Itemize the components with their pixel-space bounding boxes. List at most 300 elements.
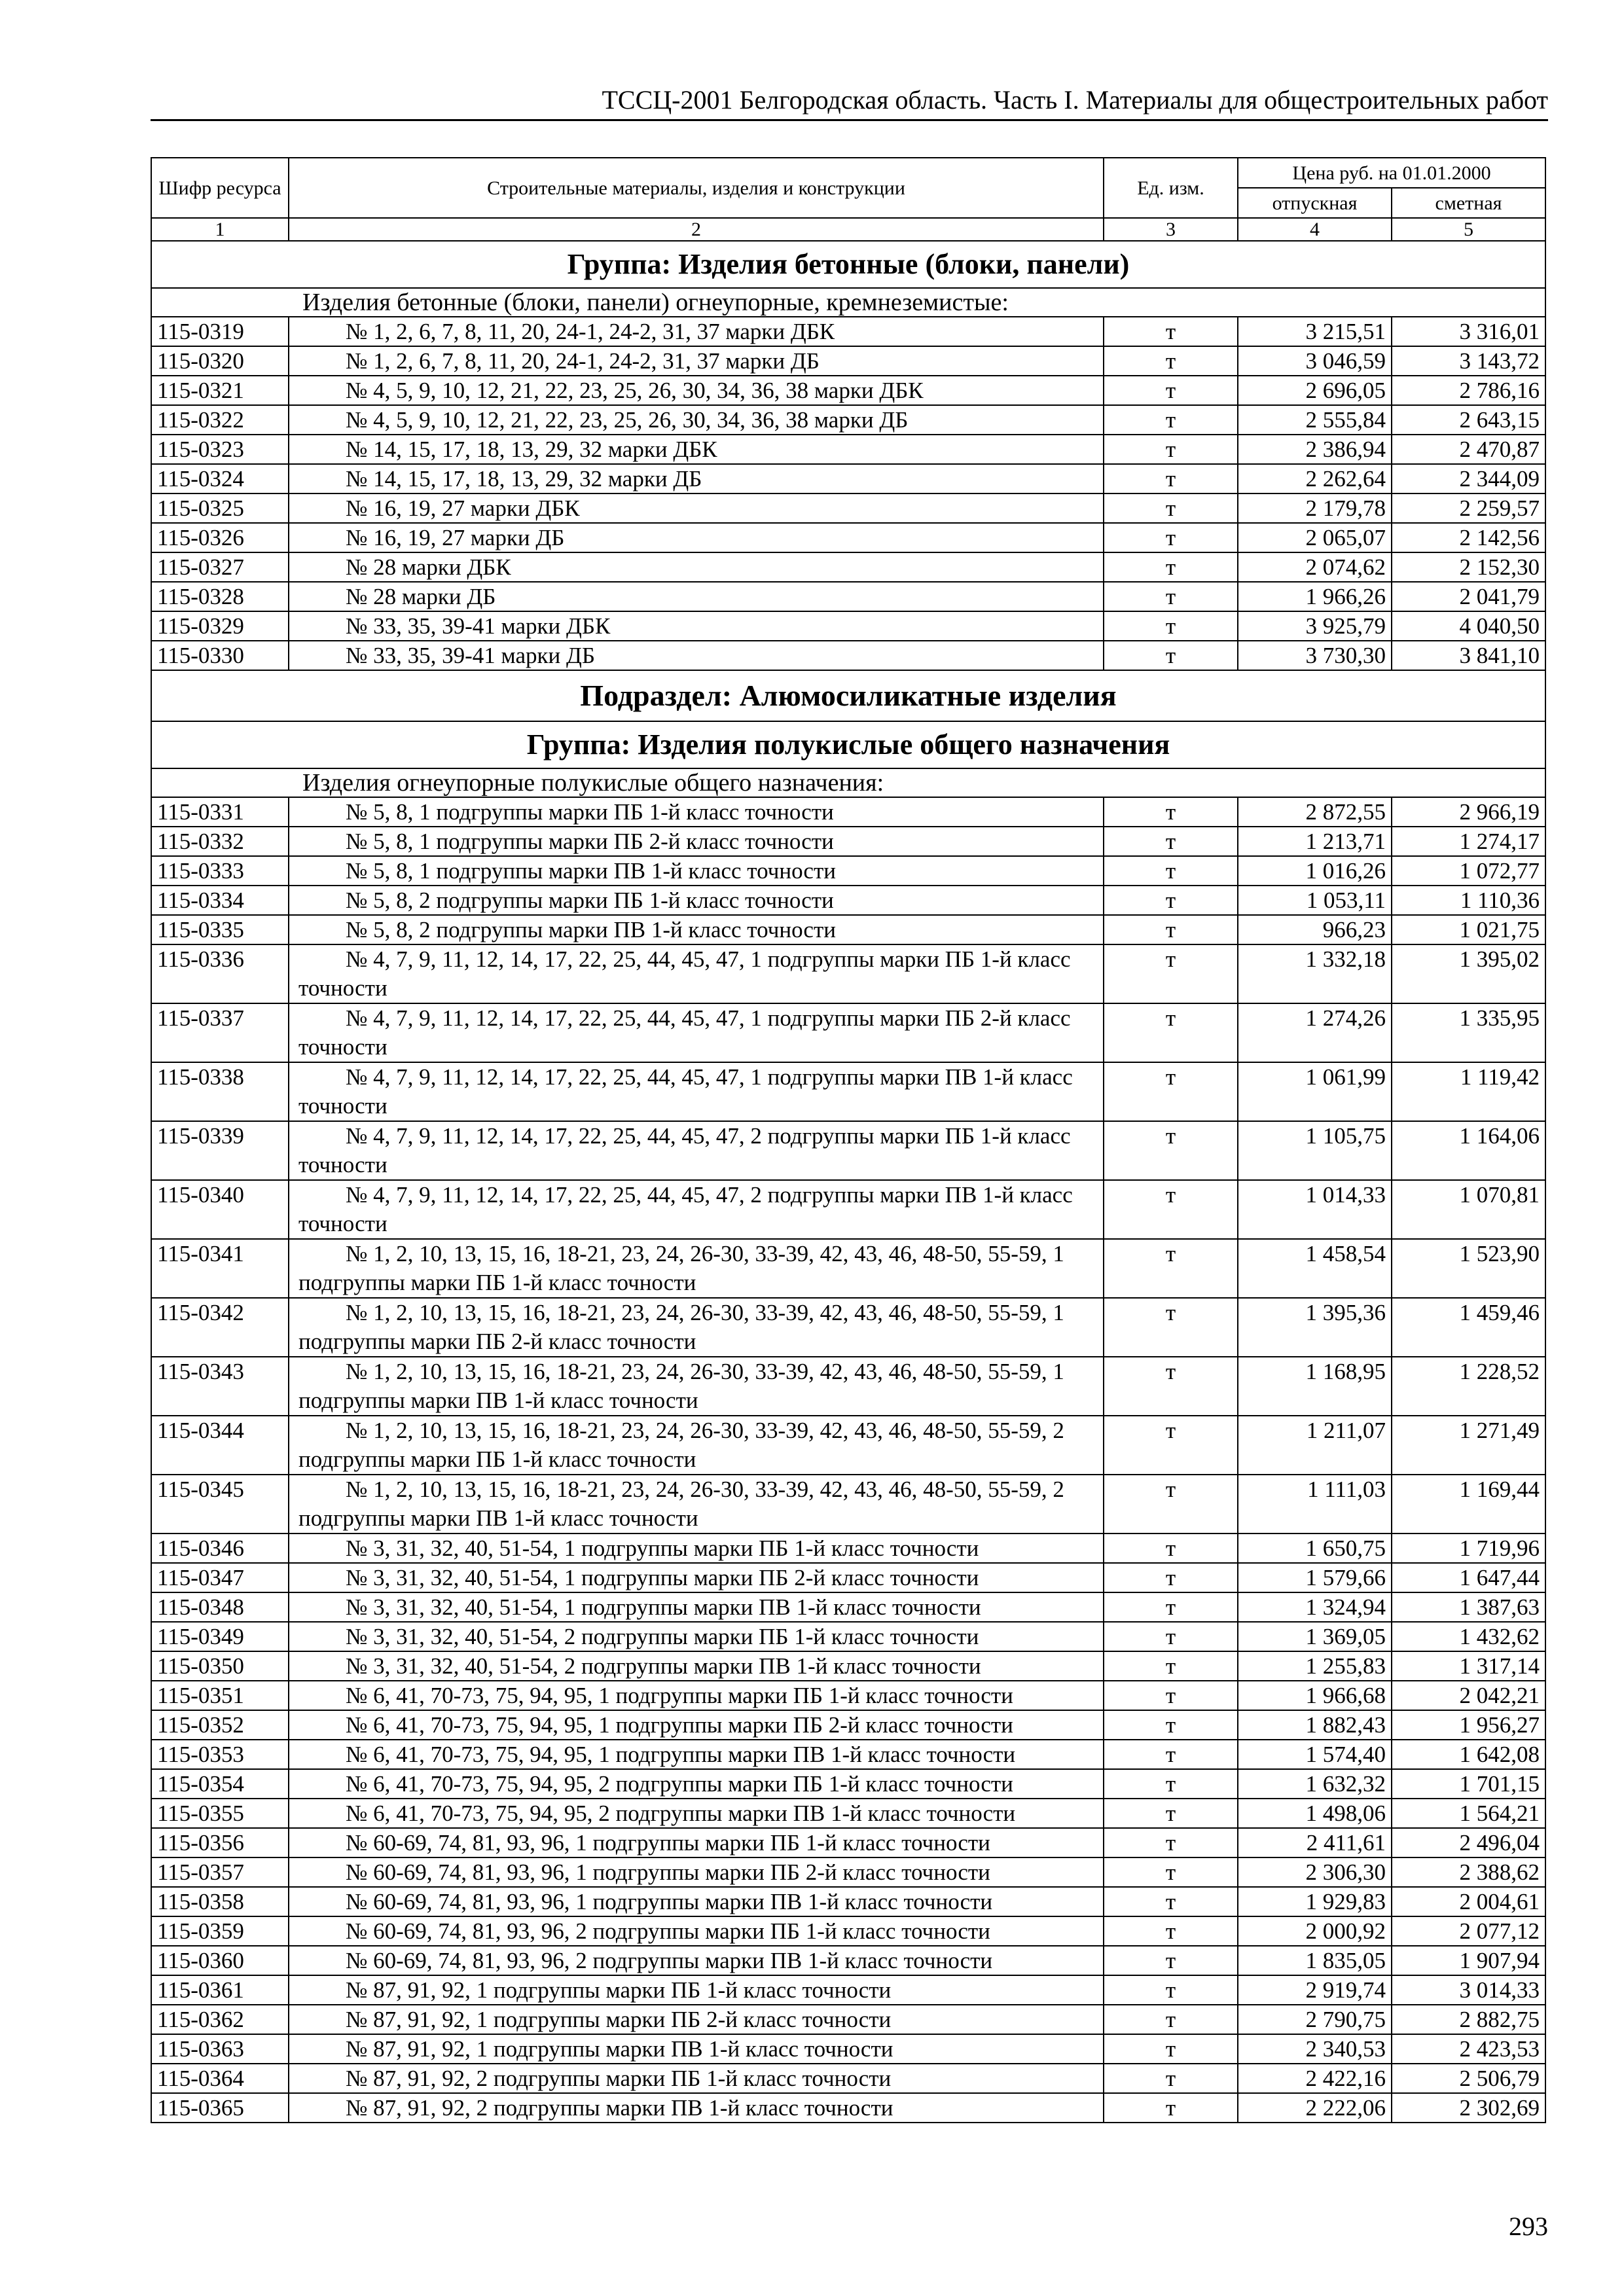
table-row — [151, 1416, 1545, 1475]
material-name: № 1, 2, 10, 13, 15, 16, 18-21, 23, 24, 26-30, 33-39, 42, 43, 46, 48-50, 55-59, 1 подгруппы марки ПБ 2-й класс точности — [289, 1298, 1104, 1357]
unit-cell: т — [1104, 1799, 1238, 1828]
table-row — [151, 582, 1545, 611]
table-row — [151, 523, 1545, 552]
unit-cell: т — [1104, 827, 1238, 856]
estimate-price: 1 110,36 — [1392, 886, 1545, 915]
resource-code: 115-0339 — [151, 1121, 289, 1180]
caption-text: Изделия огнеупорные полукислые общего назначения: — [151, 768, 1545, 797]
wholesale-price: 1 650,75 — [1238, 1534, 1392, 1563]
estimate-price: 1 701,15 — [1392, 1769, 1545, 1799]
estimate-price: 1 169,44 — [1392, 1475, 1545, 1534]
material-name: № 33, 35, 39-41 марки ДБ — [289, 641, 1104, 670]
wholesale-price: 966,23 — [1238, 915, 1392, 944]
unit-cell: т — [1104, 435, 1238, 464]
unit-cell: т — [1104, 944, 1238, 1003]
wholesale-price: 1 111,03 — [1238, 1475, 1392, 1534]
wholesale-price: 1 579,66 — [1238, 1563, 1392, 1592]
material-name: № 1, 2, 10, 13, 15, 16, 18-21, 23, 24, 26-30, 33-39, 42, 43, 46, 48-50, 55-59, 2 подгруппы марки ПБ 1-й класс точности — [289, 1416, 1104, 1475]
table-row — [151, 1534, 1545, 1563]
estimate-price: 2 142,56 — [1392, 523, 1545, 552]
material-name: № 6, 41, 70-73, 75, 94, 95, 1 подгруппы марки ПВ 1-й класс точности — [289, 1740, 1104, 1769]
wholesale-price: 1 255,83 — [1238, 1651, 1392, 1681]
estimate-price: 2 423,53 — [1392, 2034, 1545, 2064]
table-row — [151, 1710, 1545, 1740]
estimate-price: 1 164,06 — [1392, 1121, 1545, 1180]
wholesale-price: 1 632,32 — [1238, 1769, 1392, 1799]
wholesale-price: 3 215,51 — [1238, 317, 1392, 346]
table-row — [151, 317, 1545, 346]
estimate-price: 2 302,69 — [1392, 2093, 1545, 2123]
material-name: № 6, 41, 70-73, 75, 94, 95, 1 подгруппы марки ПБ 1-й класс точности — [289, 1681, 1104, 1710]
table-row — [151, 1946, 1545, 1975]
unit-cell: т — [1104, 464, 1238, 493]
wholesale-price: 1 498,06 — [1238, 1799, 1392, 1828]
estimate-price: 1 274,17 — [1392, 827, 1545, 856]
price-table — [151, 157, 1546, 2123]
unit-cell: т — [1104, 317, 1238, 346]
unit-cell: т — [1104, 1857, 1238, 1887]
estimate-price: 2 506,79 — [1392, 2064, 1545, 2093]
resource-code: 115-0362 — [151, 2005, 289, 2034]
col-num-4: 4 — [1238, 218, 1392, 241]
material-name: № 3, 31, 32, 40, 51-54, 2 подгруппы марки ПВ 1-й класс точности — [289, 1651, 1104, 1681]
table-row — [151, 827, 1545, 856]
unit-cell: т — [1104, 405, 1238, 435]
table-row — [151, 1180, 1545, 1239]
page-number: 293 — [1509, 2212, 1548, 2241]
table-row — [151, 405, 1545, 435]
table-row — [151, 1887, 1545, 1916]
resource-code: 115-0329 — [151, 611, 289, 641]
unit-cell: т — [1104, 1357, 1238, 1416]
unit-cell: т — [1104, 1828, 1238, 1857]
resource-code: 115-0344 — [151, 1416, 289, 1475]
resource-code: 115-0356 — [151, 1828, 289, 1857]
table-row — [151, 1592, 1545, 1622]
unit-cell: т — [1104, 1916, 1238, 1946]
resource-code: 115-0365 — [151, 2093, 289, 2123]
resource-code: 115-0332 — [151, 827, 289, 856]
unit-cell: т — [1104, 493, 1238, 523]
wholesale-price: 3 046,59 — [1238, 346, 1392, 376]
unit-cell: т — [1104, 856, 1238, 886]
group-row — [151, 241, 1545, 288]
caption-text: Изделия бетонные (блоки, панели) огнеупорные, кремнеземистые: — [151, 288, 1545, 317]
material-name: № 1, 2, 6, 7, 8, 11, 20, 24-1, 24-2, 31, 37 марки ДБ — [289, 346, 1104, 376]
table-row — [151, 1916, 1545, 1946]
wholesale-price: 1 168,95 — [1238, 1357, 1392, 1416]
group-title: Группа: Изделия полукислые общего назначения — [151, 721, 1545, 768]
material-name: № 1, 2, 6, 7, 8, 11, 20, 24-1, 24-2, 31, 37 марки ДБК — [289, 317, 1104, 346]
resource-code: 115-0364 — [151, 2064, 289, 2093]
wholesale-price: 1 369,05 — [1238, 1622, 1392, 1651]
estimate-price: 2 388,62 — [1392, 1857, 1545, 1887]
wholesale-price: 2 422,16 — [1238, 2064, 1392, 2093]
resource-code: 115-0345 — [151, 1475, 289, 1534]
material-name: № 6, 41, 70-73, 75, 94, 95, 2 подгруппы марки ПВ 1-й класс точности — [289, 1799, 1104, 1828]
estimate-price: 1 021,75 — [1392, 915, 1545, 944]
material-name: № 14, 15, 17, 18, 13, 29, 32 марки ДБК — [289, 435, 1104, 464]
table-row — [151, 1062, 1545, 1121]
wholesale-price: 1 835,05 — [1238, 1946, 1392, 1975]
estimate-price: 2 966,19 — [1392, 797, 1545, 827]
resource-code: 115-0349 — [151, 1622, 289, 1651]
estimate-price: 1 432,62 — [1392, 1622, 1545, 1651]
estimate-price: 1 647,44 — [1392, 1563, 1545, 1592]
resource-code: 115-0340 — [151, 1180, 289, 1239]
material-name: № 3, 31, 32, 40, 51-54, 2 подгруппы марки ПБ 1-й класс точности — [289, 1622, 1104, 1651]
unit-cell: т — [1104, 1710, 1238, 1740]
wholesale-price: 1 274,26 — [1238, 1003, 1392, 1062]
material-name: № 6, 41, 70-73, 75, 94, 95, 2 подгруппы марки ПБ 1-й класс точности — [289, 1769, 1104, 1799]
material-name: № 5, 8, 2 подгруппы марки ПВ 1-й класс точности — [289, 915, 1104, 944]
unit-cell: т — [1104, 915, 1238, 944]
table-row — [151, 1740, 1545, 1769]
wholesale-price: 1 332,18 — [1238, 944, 1392, 1003]
wholesale-price: 2 222,06 — [1238, 2093, 1392, 2123]
resource-code: 115-0327 — [151, 552, 289, 582]
table-header-row — [151, 158, 1545, 188]
material-name: № 4, 7, 9, 11, 12, 14, 17, 22, 25, 44, 45, 47, 1 подгруппы марки ПБ 1-й класс точности — [289, 944, 1104, 1003]
estimate-price: 1 070,81 — [1392, 1180, 1545, 1239]
wholesale-price: 1 213,71 — [1238, 827, 1392, 856]
table-row — [151, 2005, 1545, 2034]
estimate-price: 2 152,30 — [1392, 552, 1545, 582]
wholesale-price: 3 730,30 — [1238, 641, 1392, 670]
unit-cell: т — [1104, 2093, 1238, 2123]
estimate-price: 1 119,42 — [1392, 1062, 1545, 1121]
resource-code: 115-0320 — [151, 346, 289, 376]
unit-cell: т — [1104, 2034, 1238, 2064]
table-row — [151, 493, 1545, 523]
col-num-1: 1 — [151, 218, 289, 241]
resource-code: 115-0353 — [151, 1740, 289, 1769]
unit-cell: т — [1104, 1946, 1238, 1975]
resource-code: 115-0321 — [151, 376, 289, 405]
table-caption-row — [151, 288, 1545, 317]
material-name: № 87, 91, 92, 2 подгруппы марки ПБ 1-й класс точности — [289, 2064, 1104, 2093]
material-name: № 5, 8, 2 подгруппы марки ПБ 1-й класс точности — [289, 886, 1104, 915]
material-name: № 4, 7, 9, 11, 12, 14, 17, 22, 25, 44, 45, 47, 2 подгруппы марки ПБ 1-й класс точности — [289, 1121, 1104, 1180]
unit-cell: т — [1104, 552, 1238, 582]
resource-code: 115-0346 — [151, 1534, 289, 1563]
unit-cell: т — [1104, 1740, 1238, 1769]
table-row — [151, 1975, 1545, 2005]
subsection-title: Подраздел: Алюмосиликатные изделия — [151, 670, 1545, 721]
resource-code: 115-0355 — [151, 1799, 289, 1828]
table-caption-row — [151, 768, 1545, 797]
wholesale-price: 2 386,94 — [1238, 435, 1392, 464]
material-name: № 3, 31, 32, 40, 51-54, 1 подгруппы марки ПБ 1-й класс точности — [289, 1534, 1104, 1563]
material-name: № 60-69, 74, 81, 93, 96, 2 подгруппы марки ПБ 1-й класс точности — [289, 1916, 1104, 1946]
wholesale-price: 2 411,61 — [1238, 1828, 1392, 1857]
estimate-price: 3 014,33 — [1392, 1975, 1545, 2005]
wholesale-price: 1 324,94 — [1238, 1592, 1392, 1622]
col-num-3: 3 — [1104, 218, 1238, 241]
wholesale-price: 1 574,40 — [1238, 1740, 1392, 1769]
unit-cell: т — [1104, 1416, 1238, 1475]
header-materials: Строительные материалы, изделия и конструкции — [289, 158, 1104, 218]
resource-code: 115-0336 — [151, 944, 289, 1003]
table-row — [151, 435, 1545, 464]
unit-cell: т — [1104, 2064, 1238, 2093]
resource-code: 115-0357 — [151, 1857, 289, 1887]
table-row — [151, 1563, 1545, 1592]
resource-code: 115-0331 — [151, 797, 289, 827]
estimate-price: 2 643,15 — [1392, 405, 1545, 435]
header-unit: Ед. изм. — [1104, 158, 1238, 218]
resource-code: 115-0351 — [151, 1681, 289, 1710]
material-name: № 87, 91, 92, 1 подгруппы марки ПБ 2-й класс точности — [289, 2005, 1104, 2034]
estimate-price: 4 040,50 — [1392, 611, 1545, 641]
material-name: № 3, 31, 32, 40, 51-54, 1 подгруппы марки ПБ 2-й класс точности — [289, 1563, 1104, 1592]
table-row — [151, 1239, 1545, 1298]
resource-code: 115-0363 — [151, 2034, 289, 2064]
table-row — [151, 1298, 1545, 1357]
resource-code: 115-0330 — [151, 641, 289, 670]
material-name: № 1, 2, 10, 13, 15, 16, 18-21, 23, 24, 26-30, 33-39, 42, 43, 46, 48-50, 55-59, 2 подгруппы марки ПВ 1-й класс точности — [289, 1475, 1104, 1534]
wholesale-price: 1 061,99 — [1238, 1062, 1392, 1121]
material-name: № 1, 2, 10, 13, 15, 16, 18-21, 23, 24, 26-30, 33-39, 42, 43, 46, 48-50, 55-59, 1 подгруппы марки ПВ 1-й класс точности — [289, 1357, 1104, 1416]
material-name: № 60-69, 74, 81, 93, 96, 1 подгруппы марки ПБ 1-й класс точности — [289, 1828, 1104, 1857]
resource-code: 115-0354 — [151, 1769, 289, 1799]
table-row — [151, 1622, 1545, 1651]
table-row — [151, 1651, 1545, 1681]
header-estimate: сметная — [1392, 188, 1545, 218]
estimate-price: 2 882,75 — [1392, 2005, 1545, 2034]
resource-code: 115-0343 — [151, 1357, 289, 1416]
table-row — [151, 1475, 1545, 1534]
running-header: ТССЦ-2001 Белгородская область. Часть I. Материалы для общестроительных работ — [151, 84, 1548, 121]
estimate-price: 1 317,14 — [1392, 1651, 1545, 1681]
table-row — [151, 464, 1545, 493]
table-row — [151, 1681, 1545, 1710]
table-row — [151, 641, 1545, 670]
material-name: № 5, 8, 1 подгруппы марки ПБ 1-й класс точности — [289, 797, 1104, 827]
table-row — [151, 1357, 1545, 1416]
resource-code: 115-0348 — [151, 1592, 289, 1622]
material-name: № 5, 8, 1 подгруппы марки ПВ 1-й класс точности — [289, 856, 1104, 886]
table-row — [151, 915, 1545, 944]
column-number-row — [151, 218, 1545, 241]
wholesale-price: 1 458,54 — [1238, 1239, 1392, 1298]
unit-cell: т — [1104, 611, 1238, 641]
estimate-price: 2 786,16 — [1392, 376, 1545, 405]
wholesale-price: 1 882,43 — [1238, 1710, 1392, 1740]
table-row — [151, 2064, 1545, 2093]
unit-cell: т — [1104, 1975, 1238, 2005]
wholesale-price: 1 966,68 — [1238, 1681, 1392, 1710]
estimate-price: 1 907,94 — [1392, 1946, 1545, 1975]
resource-code: 115-0342 — [151, 1298, 289, 1357]
estimate-price: 2 042,21 — [1392, 1681, 1545, 1710]
wholesale-price: 2 340,53 — [1238, 2034, 1392, 2064]
unit-cell: т — [1104, 1239, 1238, 1298]
table-row — [151, 1769, 1545, 1799]
unit-cell: т — [1104, 346, 1238, 376]
material-name: № 4, 5, 9, 10, 12, 21, 22, 23, 25, 26, 30, 34, 36, 38 марки ДБК — [289, 376, 1104, 405]
material-name: № 1, 2, 10, 13, 15, 16, 18-21, 23, 24, 26-30, 33-39, 42, 43, 46, 48-50, 55-59, 1 подгруппы марки ПБ 1-й класс точности — [289, 1239, 1104, 1298]
material-name: № 4, 7, 9, 11, 12, 14, 17, 22, 25, 44, 45, 47, 1 подгруппы марки ПВ 1-й класс точности — [289, 1062, 1104, 1121]
resource-code: 115-0334 — [151, 886, 289, 915]
unit-cell: т — [1104, 1003, 1238, 1062]
table-row — [151, 1857, 1545, 1887]
header-wholesale: отпускная — [1238, 188, 1392, 218]
estimate-price: 3 143,72 — [1392, 346, 1545, 376]
wholesale-price: 2 074,62 — [1238, 552, 1392, 582]
wholesale-price: 1 929,83 — [1238, 1887, 1392, 1916]
wholesale-price: 1 105,75 — [1238, 1121, 1392, 1180]
table-row — [151, 552, 1545, 582]
header-code: Шифр ресурса — [151, 158, 289, 218]
wholesale-price: 2 790,75 — [1238, 2005, 1392, 2034]
wholesale-price: 2 696,05 — [1238, 376, 1392, 405]
wholesale-price: 2 179,78 — [1238, 493, 1392, 523]
unit-cell: т — [1104, 1563, 1238, 1592]
estimate-price: 1 387,63 — [1392, 1592, 1545, 1622]
unit-cell: т — [1104, 1534, 1238, 1563]
estimate-price: 2 470,87 — [1392, 435, 1545, 464]
wholesale-price: 2 306,30 — [1238, 1857, 1392, 1887]
wholesale-price: 1 014,33 — [1238, 1180, 1392, 1239]
estimate-price: 1 642,08 — [1392, 1740, 1545, 1769]
resource-code: 115-0341 — [151, 1239, 289, 1298]
group-title: Группа: Изделия бетонные (блоки, панели) — [151, 241, 1545, 288]
resource-code: 115-0326 — [151, 523, 289, 552]
header-price: Цена руб. на 01.01.2000 — [1238, 158, 1545, 188]
resource-code: 115-0347 — [151, 1563, 289, 1592]
estimate-price: 2 077,12 — [1392, 1916, 1545, 1946]
unit-cell: т — [1104, 376, 1238, 405]
estimate-price: 1 335,95 — [1392, 1003, 1545, 1062]
wholesale-price: 1 211,07 — [1238, 1416, 1392, 1475]
resource-code: 115-0352 — [151, 1710, 289, 1740]
group-row — [151, 721, 1545, 768]
unit-cell: т — [1104, 582, 1238, 611]
resource-code: 115-0360 — [151, 1946, 289, 1975]
wholesale-price: 2 000,92 — [1238, 1916, 1392, 1946]
wholesale-price: 1 016,26 — [1238, 856, 1392, 886]
resource-code: 115-0337 — [151, 1003, 289, 1062]
material-name: № 3, 31, 32, 40, 51-54, 1 подгруппы марки ПВ 1-й класс точности — [289, 1592, 1104, 1622]
wholesale-price: 2 919,74 — [1238, 1975, 1392, 2005]
estimate-price: 1 719,96 — [1392, 1534, 1545, 1563]
estimate-price: 1 459,46 — [1392, 1298, 1545, 1357]
table-row — [151, 856, 1545, 886]
estimate-price: 2 004,61 — [1392, 1887, 1545, 1916]
estimate-price: 2 496,04 — [1392, 1828, 1545, 1857]
material-name: № 6, 41, 70-73, 75, 94, 95, 1 подгруппы марки ПБ 2-й класс точности — [289, 1710, 1104, 1740]
table-body — [151, 241, 1545, 2123]
resource-code: 115-0322 — [151, 405, 289, 435]
table-row — [151, 376, 1545, 405]
table-row — [151, 1799, 1545, 1828]
material-name: № 33, 35, 39-41 марки ДБК — [289, 611, 1104, 641]
resource-code: 115-0325 — [151, 493, 289, 523]
estimate-price: 2 344,09 — [1392, 464, 1545, 493]
resource-code: 115-0323 — [151, 435, 289, 464]
unit-cell: т — [1104, 1592, 1238, 1622]
material-name: № 28 марки ДБК — [289, 552, 1104, 582]
estimate-price: 1 523,90 — [1392, 1239, 1545, 1298]
table-row — [151, 1003, 1545, 1062]
material-name: № 16, 19, 27 марки ДБК — [289, 493, 1104, 523]
material-name: № 87, 91, 92, 1 подгруппы марки ПВ 1-й класс точности — [289, 2034, 1104, 2064]
table-row — [151, 611, 1545, 641]
resource-code: 115-0333 — [151, 856, 289, 886]
table-row — [151, 346, 1545, 376]
col-num-2: 2 — [289, 218, 1104, 241]
unit-cell: т — [1104, 1062, 1238, 1121]
estimate-price: 3 841,10 — [1392, 641, 1545, 670]
wholesale-price: 2 555,84 — [1238, 405, 1392, 435]
resource-code: 115-0335 — [151, 915, 289, 944]
material-name: № 4, 5, 9, 10, 12, 21, 22, 23, 25, 26, 30, 34, 36, 38 марки ДБ — [289, 405, 1104, 435]
unit-cell: т — [1104, 797, 1238, 827]
estimate-price: 1 271,49 — [1392, 1416, 1545, 1475]
unit-cell: т — [1104, 886, 1238, 915]
unit-cell: т — [1104, 2005, 1238, 2034]
resource-code: 115-0361 — [151, 1975, 289, 2005]
estimate-price: 1 228,52 — [1392, 1357, 1545, 1416]
material-name: № 60-69, 74, 81, 93, 96, 2 подгруппы марки ПВ 1-й класс точности — [289, 1946, 1104, 1975]
estimate-price: 1 072,77 — [1392, 856, 1545, 886]
unit-cell: т — [1104, 1298, 1238, 1357]
resource-code: 115-0324 — [151, 464, 289, 493]
wholesale-price: 1 966,26 — [1238, 582, 1392, 611]
wholesale-price: 2 065,07 — [1238, 523, 1392, 552]
estimate-price: 1 956,27 — [1392, 1710, 1545, 1740]
estimate-price: 2 259,57 — [1392, 493, 1545, 523]
wholesale-price: 3 925,79 — [1238, 611, 1392, 641]
estimate-price: 2 041,79 — [1392, 582, 1545, 611]
table-row — [151, 2093, 1545, 2123]
material-name: № 28 марки ДБ — [289, 582, 1104, 611]
wholesale-price: 2 262,64 — [1238, 464, 1392, 493]
table-row — [151, 1121, 1545, 1180]
estimate-price: 1 395,02 — [1392, 944, 1545, 1003]
wholesale-price: 1 053,11 — [1238, 886, 1392, 915]
unit-cell: т — [1104, 1475, 1238, 1534]
material-name: № 60-69, 74, 81, 93, 96, 1 подгруппы марки ПБ 2-й класс точности — [289, 1857, 1104, 1887]
unit-cell: т — [1104, 1651, 1238, 1681]
resource-code: 115-0319 — [151, 317, 289, 346]
subsection-row — [151, 670, 1545, 721]
resource-code: 115-0328 — [151, 582, 289, 611]
unit-cell: т — [1104, 1887, 1238, 1916]
unit-cell: т — [1104, 1121, 1238, 1180]
table-row — [151, 944, 1545, 1003]
col-num-5: 5 — [1392, 218, 1545, 241]
material-name: № 14, 15, 17, 18, 13, 29, 32 марки ДБ — [289, 464, 1104, 493]
material-name: № 87, 91, 92, 2 подгруппы марки ПВ 1-й класс точности — [289, 2093, 1104, 2123]
material-name: № 5, 8, 1 подгруппы марки ПБ 2-й класс точности — [289, 827, 1104, 856]
estimate-price: 1 564,21 — [1392, 1799, 1545, 1828]
table-row — [151, 886, 1545, 915]
resource-code: 115-0359 — [151, 1916, 289, 1946]
table-row — [151, 2034, 1545, 2064]
wholesale-price: 1 395,36 — [1238, 1298, 1392, 1357]
table-row — [151, 797, 1545, 827]
unit-cell: т — [1104, 1769, 1238, 1799]
unit-cell: т — [1104, 641, 1238, 670]
material-name: № 4, 7, 9, 11, 12, 14, 17, 22, 25, 44, 45, 47, 1 подгруппы марки ПБ 2-й класс точности — [289, 1003, 1104, 1062]
unit-cell: т — [1104, 1622, 1238, 1651]
resource-code: 115-0350 — [151, 1651, 289, 1681]
material-name: № 16, 19, 27 марки ДБ — [289, 523, 1104, 552]
resource-code: 115-0338 — [151, 1062, 289, 1121]
table-row — [151, 1828, 1545, 1857]
